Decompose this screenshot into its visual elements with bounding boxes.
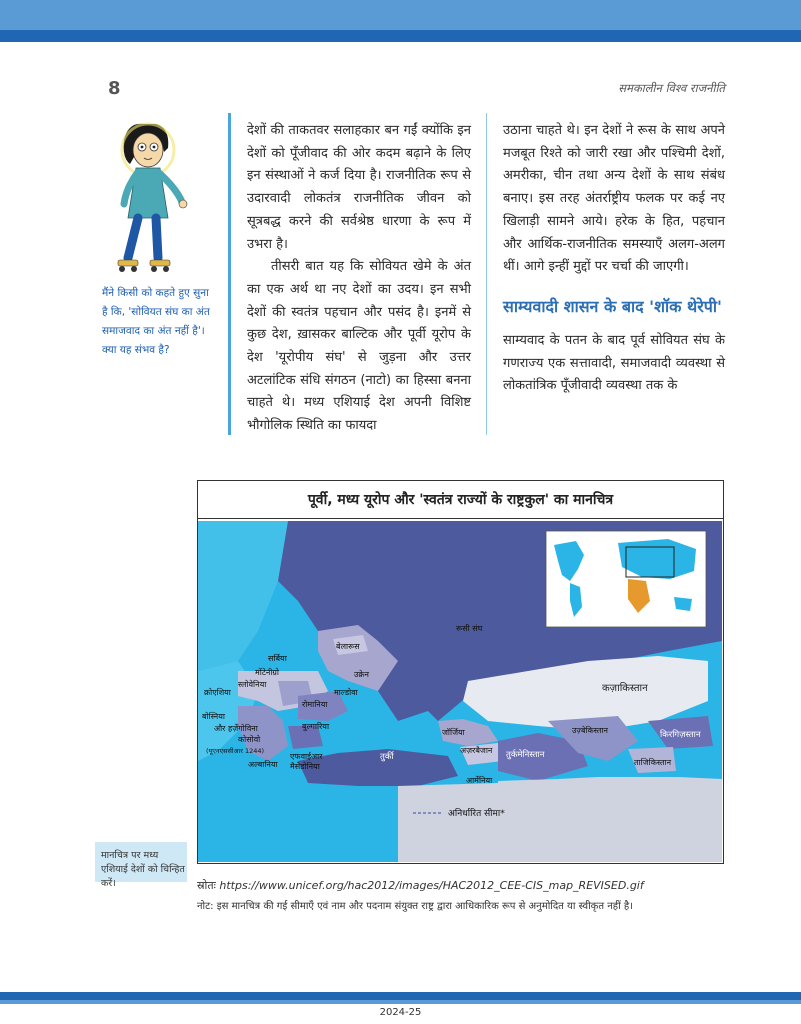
map-label-slovenia: स्लोवेनिया xyxy=(238,680,267,689)
running-head: समकालीन विश्व राजनीति xyxy=(618,81,725,95)
map-label-azerbaijan: अज़रबैजान xyxy=(460,746,493,755)
body-column-left xyxy=(247,120,471,438)
map-label-croatia: क्रोएशिया xyxy=(204,688,231,697)
map-label-russia: रूसी संघ xyxy=(456,624,483,633)
cartoon-girl-illustration xyxy=(98,118,198,278)
map-label-bosnia: बोस्निया xyxy=(202,712,225,721)
top-dark-band xyxy=(0,30,801,42)
map-label-moldova: माल्डोवा xyxy=(334,688,358,697)
map-caption: मानचित्र पर मध्य एशियाई देशों को चिन्हित करें। xyxy=(95,842,187,882)
map-source xyxy=(197,878,644,893)
paragraph: तीसरी बात यह कि सोवियत खेमे के अंत का एक अर्थ था नए देशों का उदय। इन सभी देशों की स्वतंत्र पहचान और पसंद है। इनमें से कुछ देश, ख़ासकर बाल्टिक और पूर्वी यूरोप के देश 'यूरोपीय संघ' से जुड़ना और उत्तर अटलांटिक संधि संगठन (नाटो) का हिस्सा बनना चाहते थे। मध्य एशियाई देश अपनी विशिष्ट भौगोलिक स्थिति का फायदा xyxy=(247,259,471,434)
map-label-serbia: सर्बिया xyxy=(268,654,287,663)
page-number: 8 xyxy=(108,78,121,99)
bottom-dark-band xyxy=(0,992,801,1000)
paragraph: देशों की ताकतवर सलाहकार बन गईं क्योंकि इन देशों को पूँजीवाद की ओर कदम बढ़ाने के लिए इन संस्थाओं ने कर्ज दिया है। राजनीतिक रूप से उदारवादी लोकतंत्र राजनीतिक जीवन को सूत्रबद्ध करने की सर्वश्रेष्ठ धारणा के रूप में उभरा है। xyxy=(247,123,471,252)
column-divider xyxy=(486,113,487,435)
map-label-armenia: आर्मेनिया xyxy=(466,776,493,785)
map-image xyxy=(198,521,722,862)
map-label-turkmenistan: तुर्कमेनिस्तान xyxy=(506,750,545,760)
footer-year: 2024-25 xyxy=(379,1007,422,1018)
map-label-kosovo: कोसोवो xyxy=(238,735,261,744)
map-figure xyxy=(197,480,724,864)
map-label-romania: रोमानिया xyxy=(302,700,328,709)
map-label-kosovo-note: (यूएनएससीआर 1244) xyxy=(206,747,265,755)
top-color-band xyxy=(0,0,801,30)
map-label-macedonia-2: मैसेडोनिया xyxy=(290,762,320,771)
map-title: पूर्वी, मध्य यूरोप और 'स्वतंत्र राज्यों के राष्ट्रकुल' का मानचित्र xyxy=(198,481,723,519)
map-label-turkey: तुर्की xyxy=(380,752,394,762)
bottom-light-band xyxy=(0,1000,801,1004)
map-label-albania: अल्बानिया xyxy=(248,760,278,769)
map-label-kazakhstan: कज़ाकिस्तान xyxy=(602,683,648,694)
map-label-belarus: बेलारूस xyxy=(336,642,360,651)
map-legend-undefined-boundary: अनिर्धारित सीमा* xyxy=(448,809,505,819)
map-label-herzegovina: और हर्ज़ेगोविना xyxy=(214,724,258,733)
map-note: नोट: इस मानचित्र की गई सीमाएँ एवं नाम और पदनाम संयुक्त राष्ट्र द्वारा आधिकारिक रूप से अनुमोदित या स्वीकृत नहीं है। xyxy=(197,901,633,912)
margin-rule xyxy=(228,113,231,435)
map-label-uzbekistan: उज़्बेकिस्तान xyxy=(572,726,608,735)
margin-note-question: मैंने किसी को कहते हुए सुना है कि, 'सोवियत संघ का अंत समाजवाद का अंत नहीं है'। क्या यह संभव है? xyxy=(102,287,210,356)
source-label: स्रोतः xyxy=(197,879,216,892)
map-label-ukraine: उक्रेन xyxy=(354,670,369,679)
source-url: https://www.unicef.org/hac2012/images/HAC2012_CEE-CIS_map_REVISED.gif xyxy=(219,879,644,892)
paragraph: साम्यवाद के पतन के बाद पूर्व सोवियत संघ के गणराज्य एक सत्तावादी, समाजवादी व्यवस्था से लोकतांत्रिक पूँजीवादी व्यवस्था तक के xyxy=(503,332,725,394)
map-label-georgia: जॉर्जिया xyxy=(442,728,465,737)
body-column-right xyxy=(503,120,725,398)
map-label-bulgaria: बुल्गारिया xyxy=(302,722,330,731)
map-label-kyrgyzstan: किरगिज़स्तान xyxy=(660,730,701,740)
map-label-macedonia-1: एफवाईआर xyxy=(290,752,323,761)
section-heading: साम्यवादी शासन के बाद 'शॉक थेरेपी' xyxy=(503,296,722,316)
paragraph: उठाना चाहते थे। इन देशों ने रूस के साथ अपने मजबूत रिश्ते को जारी रखा और पश्चिमी देशों, अमरीका, चीन तथा अन्य देशों के साथ संबंध बनाए। इस तरह अंतर्राष्ट्रीय फलक पर कई नए खिलाड़ी सामने आये। हरेक के हित, पहचान और आर्थिक-राजनीतिक समस्याएँ अलग-अलग थीं। आगे इन्हीं मुद्दों पर चर्चा की जाएगी। xyxy=(503,123,725,275)
map-label-tajikistan: ताजिकिस्तान xyxy=(634,758,672,767)
map-label-montenegro: मोंटेनीग्रो xyxy=(255,668,279,677)
